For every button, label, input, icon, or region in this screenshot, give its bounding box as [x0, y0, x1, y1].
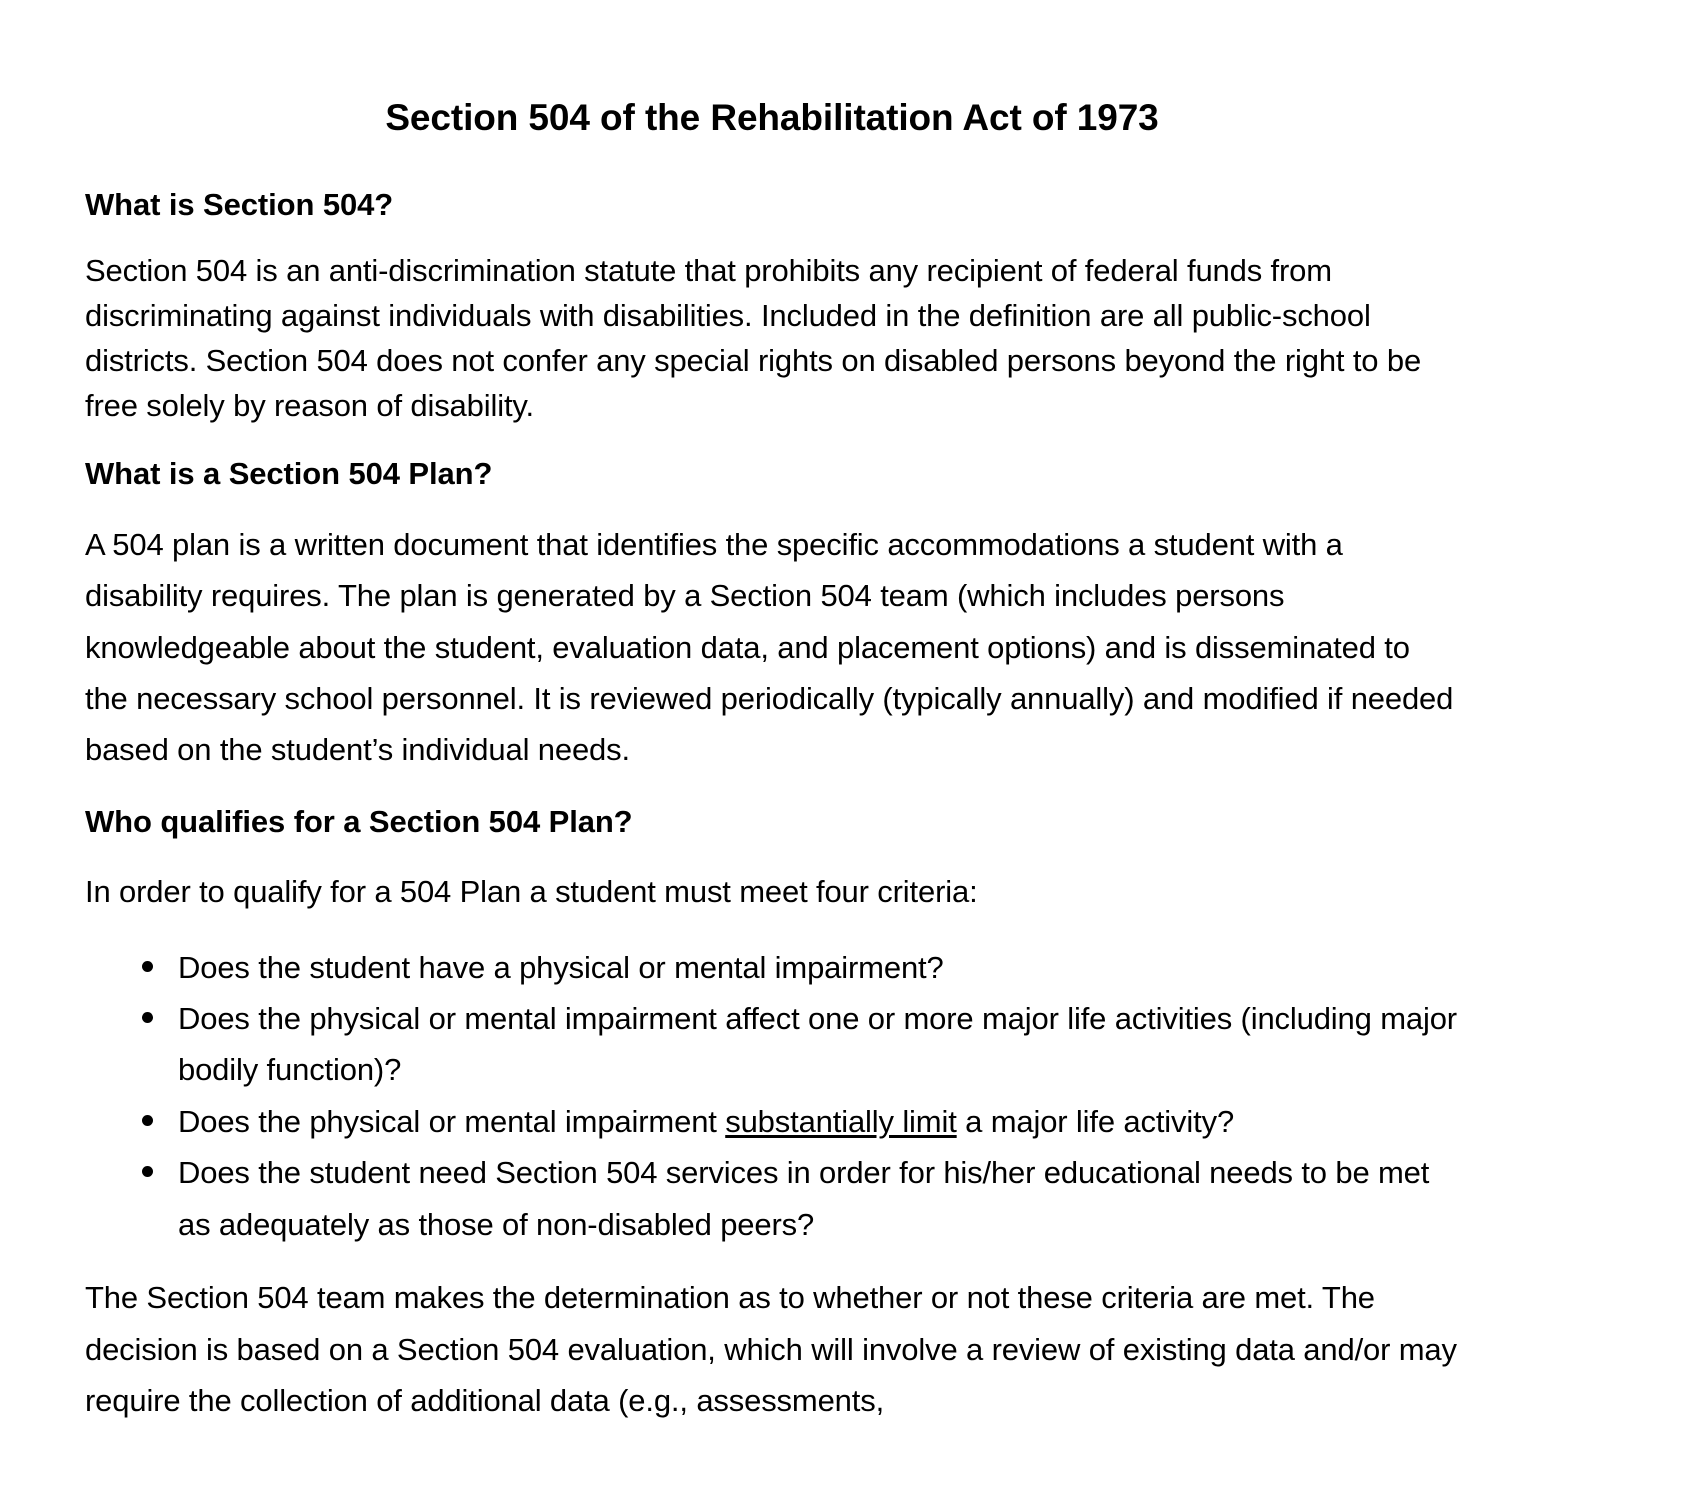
document-content	[85, 0, 1459, 1427]
list-item-text-underlined: substantially limit	[725, 1103, 957, 1139]
criteria-list	[85, 942, 1459, 1251]
page-title: Section 504 of the Rehabilitation Act of 1973	[385, 97, 1159, 138]
list-item	[85, 1147, 1459, 1250]
spacer	[85, 840, 1459, 866]
list-item	[85, 1096, 1459, 1147]
spacer	[85, 493, 1459, 519]
list-item-text-before: Does the student need Section 504 services in order for his/her educational needs to be met as adequately as those of non-disabled peers?	[178, 1155, 1430, 1242]
spacer	[85, 223, 1459, 249]
closing-paragraph: The Section 504 team makes the determination as to whether or not these criteria are met. The decision is based on a Section 504 evaluation, which will involve a review of existing data and/or may require the collection of additional data (e.g., assessments,	[85, 1280, 1457, 1419]
section-heading-what-is-section-504: What is Section 504?	[85, 186, 394, 222]
section-paragraph-what-is-section-504: Section 504 is an anti-discrimination statute that prohibits any recipient of federal funds from discriminating against individuals with disabilities. Included in the definition are all public-school districts. Section 504 does not confer any special rights on disabled persons beyond the right to be free solely by reason of disability.	[85, 252, 1422, 423]
bullet-icon	[142, 961, 153, 972]
spacer	[85, 428, 1459, 455]
bullet-icon	[142, 1115, 153, 1126]
list-item-text-before: Does the physical or mental impairment	[178, 1103, 726, 1139]
section-paragraph-what-is-a-section-504-plan: A 504 plan is a written document that identifies the specific accommodations a student with a disability requires. The plan is generated by a Section 504 team (which includes persons knowledgeable about the student, evaluation data, and placement options) and is disseminated to the necessary school personnel. It is reviewed periodically (typically annually) and modified if needed based on the student’s individual needs.	[85, 526, 1454, 768]
list-item-text-before: Does the student have a physical or mental impairment?	[178, 949, 944, 985]
bullet-icon	[142, 1012, 153, 1023]
list-item-text-after: a major life activity?	[956, 1103, 1235, 1139]
spacer	[85, 140, 1459, 186]
criteria-intro-text: In order to qualify for a 504 Plan a student must meet four criteria:	[85, 874, 978, 910]
section-heading-what-is-a-section-504-plan: What is a Section 504 Plan?	[85, 456, 493, 492]
spacer	[85, 776, 1459, 803]
list-item	[85, 993, 1459, 1096]
list-item-text-before: Does the physical or mental impairment affect one or more major life activities (including major bodily function)?	[178, 1001, 1457, 1088]
list-item	[85, 942, 1459, 993]
spacer	[85, 918, 1459, 942]
bullet-icon	[142, 1166, 153, 1177]
section-heading-who-qualifies: Who qualifies for a Section 504 Plan?	[85, 803, 633, 839]
spacer	[85, 1250, 1459, 1272]
